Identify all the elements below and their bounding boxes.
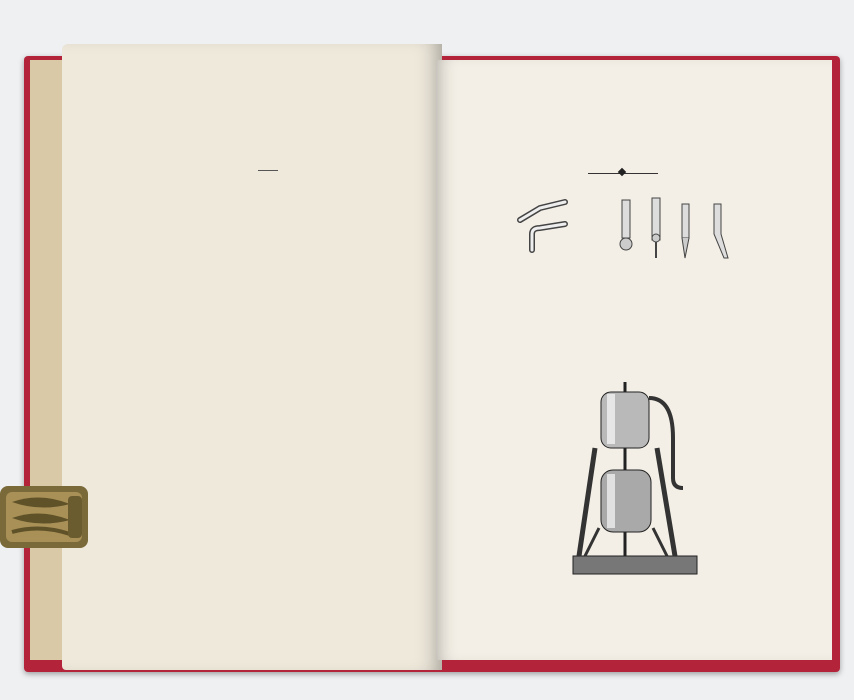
title-rule xyxy=(258,170,278,171)
aspirator-illustration xyxy=(565,378,705,580)
left-page xyxy=(62,44,442,670)
tube-illustrations xyxy=(510,190,750,270)
brass-clasp-image xyxy=(0,482,92,554)
